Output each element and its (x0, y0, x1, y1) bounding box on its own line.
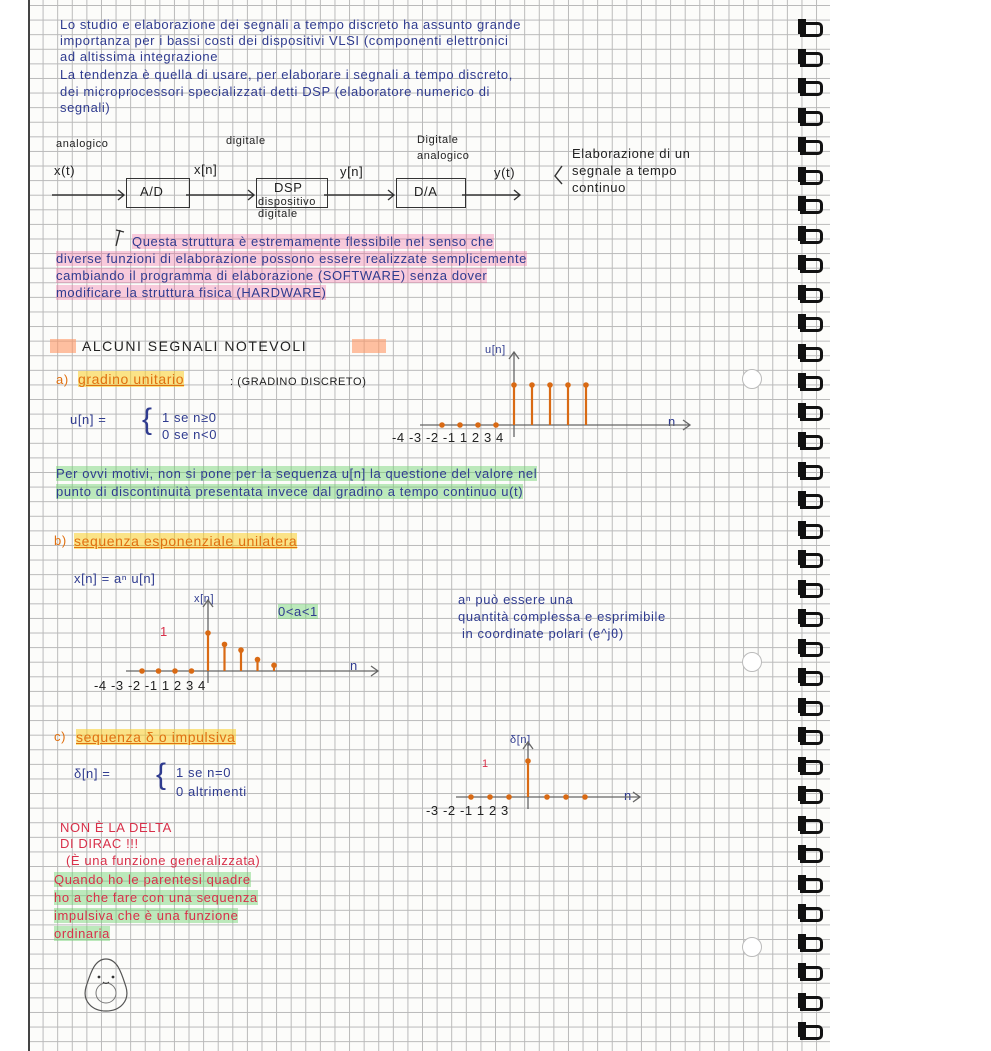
exp-heading-letter: b) (54, 533, 67, 548)
imp-sample-point (544, 794, 550, 800)
spiral-ring (800, 52, 823, 67)
dsp-caption: dispositivo digitale (258, 196, 316, 220)
step-sample-point (511, 382, 517, 388)
spiral-ring (800, 22, 823, 37)
exp-plot-label: x[n] (194, 593, 215, 605)
imp-axis-var: n (624, 788, 632, 803)
imp-sample-point (563, 794, 569, 800)
step-note-2: punto di discontinuità presentata invece dal gradino a tempo continuo u(t) (56, 484, 524, 499)
imp-red-4: Quando ho le parentesi quadre (54, 872, 251, 887)
exp-ticks: -4 -3 -2 -1 1 2 3 4 (94, 678, 206, 693)
imp-plot-label: δ[n] (510, 734, 531, 746)
intro-line-4: La tendenza è quella di usare, per elaborare i segnali a tempo discreto, (60, 67, 513, 82)
imp-ticks: -3 -2 -1 1 2 3 (426, 803, 509, 818)
exp-sample-point (255, 657, 261, 663)
imp-sample-point (582, 794, 588, 800)
y-t-label: y(t) (494, 165, 516, 180)
spiral-ring (800, 612, 823, 627)
exp-sample-point (156, 668, 162, 674)
flex-line-4: modificare la struttura fisica (HARDWARE) (56, 285, 327, 300)
imp-case-2: 0 altrimenti (176, 784, 247, 799)
spiral-ring (800, 317, 823, 332)
imp-one: 1 (482, 758, 489, 770)
imp-sample-point (525, 758, 531, 764)
spiral-ring (800, 258, 823, 273)
imp-red-1: NON È LA DELTA (60, 820, 172, 835)
section-title: ALCUNI SEGNALI NOTEVOLI (82, 338, 308, 354)
imp-red-2: DI DIRAC !!! (60, 836, 139, 851)
spiral-ring (800, 878, 823, 893)
spiral-ring (800, 937, 823, 952)
spiral-ring (800, 789, 823, 804)
spiral-ring (800, 465, 823, 480)
imp-sample-point (487, 794, 493, 800)
spiral-ring (800, 819, 823, 834)
exp-sample-point (139, 668, 145, 674)
step-sample-point (547, 382, 553, 388)
spiral-ring (800, 229, 823, 244)
step-def-lhs: u[n] = (70, 412, 107, 427)
imp-heading: sequenza δ o impulsiva (76, 729, 236, 745)
spiral-ring (800, 1025, 823, 1040)
ad-label: A/D (140, 184, 164, 199)
step-sample-point (583, 382, 589, 388)
step-sample-point (457, 422, 463, 428)
y-n-label: y[n] (340, 164, 364, 179)
x-n-label: x[n] (194, 162, 218, 177)
step-case-2: 0 se n<0 (162, 427, 218, 442)
spiral-ring (800, 583, 823, 598)
step-heading-letter: a) (56, 372, 69, 387)
spiral-ring (800, 435, 823, 450)
side-note-1: Elaborazione di un (572, 146, 691, 161)
spiral-ring (800, 494, 823, 509)
dsp-label: DSP (274, 180, 303, 195)
spiral-ring (800, 111, 823, 126)
spiral-ring (800, 671, 823, 686)
exp-condition: 0<a<1 (278, 604, 318, 619)
exp-sample-point (222, 642, 228, 648)
step-heading: gradino unitario (78, 371, 185, 387)
step-case-1: 1 se n≥0 (162, 410, 217, 425)
spiral-ring (800, 524, 823, 539)
spiral-ring (800, 996, 823, 1011)
spiral-ring (800, 170, 823, 185)
step-heading-note: : (GRADINO DISCRETO) (230, 376, 367, 388)
imp-sample-point (468, 794, 474, 800)
spiral-ring (800, 760, 823, 775)
spiral-ring (800, 701, 823, 716)
imp-red-5: ho a che fare con una sequenza (54, 890, 258, 905)
step-sample-point (565, 382, 571, 388)
imp-red-3: (È una funzione generalizzata) (66, 853, 261, 868)
spiral-ring (800, 907, 823, 922)
mixed-note: Digitale analogico (417, 134, 470, 162)
spiral-ring (800, 848, 823, 863)
intro-line-5: dei microprocessori specializzati detti DSP (elaboratore numerico di (60, 84, 491, 99)
step-sample-point (529, 382, 535, 388)
exp-sample-point (172, 668, 178, 674)
spiral-ring (800, 966, 823, 981)
spiral-ring (800, 553, 823, 568)
intro-line-2: importanza per i bassi costi dei dispositivi VLSI (componenti elettronici (60, 33, 509, 48)
spiral-ring (800, 140, 823, 155)
analog-note: analogico (56, 138, 109, 150)
flex-line-1: Questa struttura è estremamente flessibile nel senso che (132, 234, 494, 249)
spiral-ring (800, 406, 823, 421)
imp-def-lhs: δ[n] = (74, 766, 111, 781)
digital-note: digitale (226, 135, 266, 147)
imp-sample-point (506, 794, 512, 800)
spiral-ring (800, 81, 823, 96)
step-brace: { (142, 403, 153, 436)
step-plot-label: u[n] (485, 344, 506, 356)
spiral-ring (800, 288, 823, 303)
exp-note-1: aⁿ può essere una (458, 592, 574, 607)
step-sample-point (475, 422, 481, 428)
step-note-1: Per ovvi motivi, non si pone per la sequenza u[n] la questione del valore nel (56, 466, 538, 481)
spiral-ring (800, 347, 823, 362)
intro-line-6: segnali) (60, 100, 111, 115)
exp-heading: sequenza esponenziale unilatera (74, 533, 298, 549)
imp-red-7: ordinaria (54, 926, 110, 941)
side-note-2: segnale a tempo (572, 163, 678, 178)
imp-case-1: 1 se n=0 (176, 765, 232, 780)
exp-sample-point (238, 647, 244, 653)
imp-brace: { (156, 758, 167, 791)
x-t-label: x(t) (54, 163, 76, 178)
exp-note-3: in coordinate polari (e^jθ) (462, 626, 624, 641)
da-label: D/A (414, 184, 438, 199)
step-sample-point (493, 422, 499, 428)
imp-heading-letter: c) (54, 729, 67, 744)
spiral-ring (800, 730, 823, 745)
step-ticks: -4 -3 -2 -1 1 2 3 4 (392, 430, 504, 445)
imp-red-6: impulsiva che è una funzione (54, 908, 239, 923)
flex-line-2: diverse funzioni di elaborazione possono essere realizzate semplicemente (56, 251, 527, 266)
intro-line-1: Lo studio e elaborazione dei segnali a tempo discreto ha assunto grande (60, 17, 522, 32)
exp-note-2: quantità complessa e esprimibile (458, 609, 666, 624)
step-axis-var: n (668, 414, 676, 429)
flex-line-3: cambiando il programma di elaborazione (SOFTWARE) senza dover (56, 268, 488, 283)
exp-sample-point (189, 668, 195, 674)
spiral-ring (800, 642, 823, 657)
exp-sample-point (205, 630, 211, 636)
exp-def: x[n] = aⁿ u[n] (74, 571, 156, 586)
side-note-3: continuo (572, 180, 626, 195)
exp-one: 1 (160, 624, 168, 639)
intro-line-3: ad altissima integrazione (60, 49, 219, 64)
step-sample-point (439, 422, 445, 428)
exp-sample-point (271, 663, 277, 669)
exp-axis-var: n (350, 658, 358, 673)
spiral-ring (800, 376, 823, 391)
spiral-ring (800, 199, 823, 214)
